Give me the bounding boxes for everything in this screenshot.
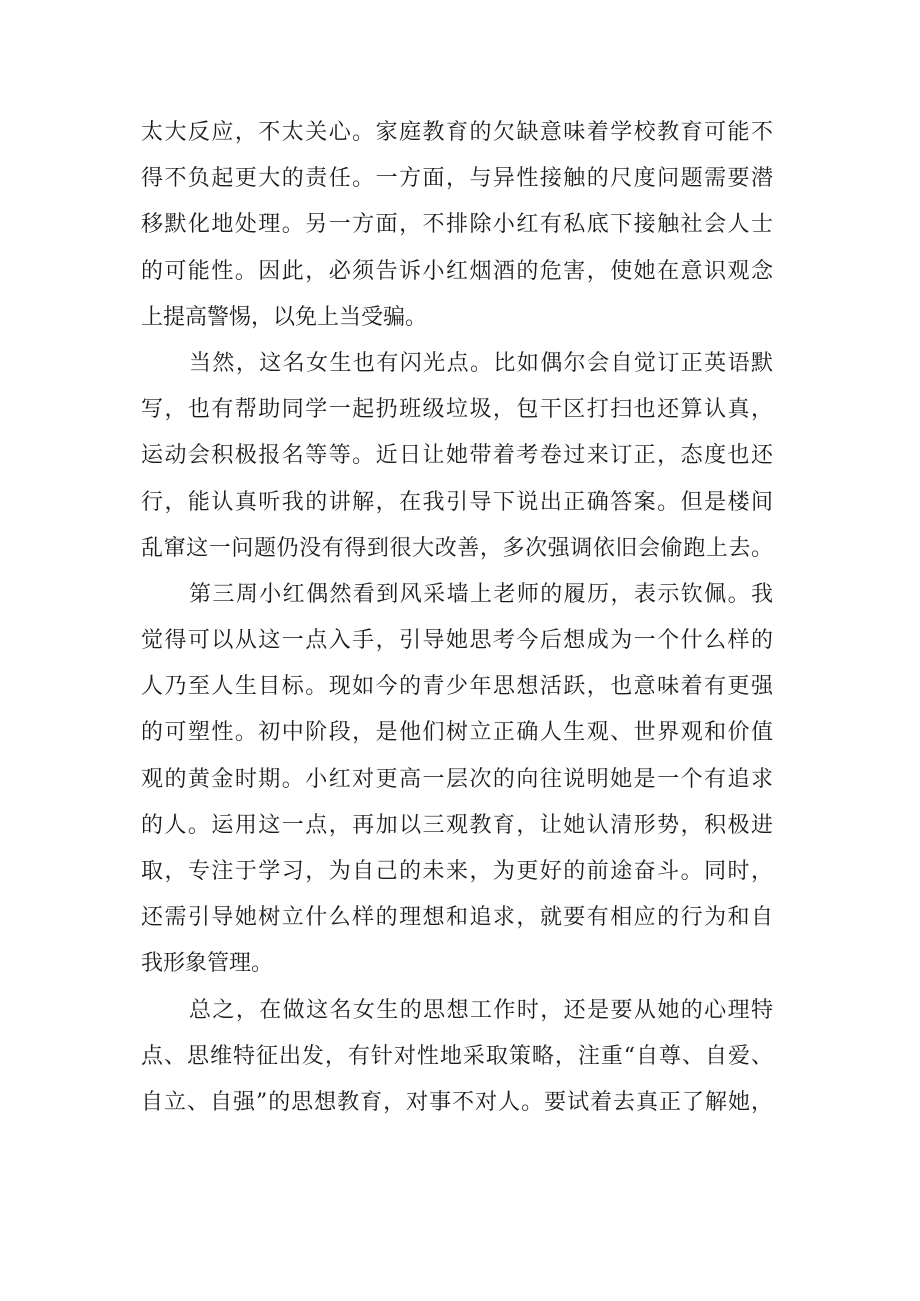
text-line: 的人。运用这一点，再加以三观教育，让她认清形势，积极进 [141, 812, 773, 838]
text-line-indented: 当然，这名女生也有闪光点。比如偶尔会自觉订正英语默 [189, 350, 773, 376]
text-line: 写，也有帮助同学一起扔班级垃圾，包干区打扫也还算认真， [141, 397, 773, 423]
text-line: 移默化地处理。另一方面，不排除小红有私底下接触社会人士 [141, 212, 773, 238]
text-line: 人乃至人生目标。现如今的青少年思想活跃，也意味着有更强 [141, 674, 773, 700]
text-line: 上提高警惕，以免上当受骗。 [141, 304, 428, 330]
text-line: 得不负起更大的责任。一方面，与异性接触的尺度问题需要潜 [141, 166, 773, 192]
text-line: 还需引导她树立什么样的理想和追求，就要有相应的行为和自 [141, 905, 773, 931]
text-line: 取，专注于学习，为自己的未来，为更好的前途奋斗。同时， [141, 859, 773, 884]
text-line: 乱窜这一问题仍没有得到很大改善，多次强调依旧会偷跑上去。 [141, 535, 773, 561]
text-line: 自立、自强”的思想教育，对事不对人。要试着去真正了解她， [141, 1089, 773, 1115]
text-line: 我形象管理。 [141, 951, 274, 977]
text-line: 点、思维特征出发，有针对性地采取策略，注重“自尊、自爱、 [141, 1043, 773, 1069]
text-line-indented: 总之，在做这名女生的思想工作时，还是要从她的心理特 [189, 997, 773, 1023]
text-line: 行，能认真听我的讲解，在我引导下说出正确答案。但是楼间 [141, 489, 773, 515]
text-line: 运动会积极报名等等。近日让她带着考卷过来订正，态度也还 [141, 443, 773, 469]
document-body [141, 110, 773, 1126]
text-line: 觉得可以从这一点入手，引导她思考今后想成为一个什么样的 [141, 628, 773, 654]
text-line: 太大反应，不太关心。家庭教育的欠缺意味着学校教育可能不 [141, 120, 773, 145]
text-line: 的可能性。因此，必须告诉小红烟酒的危害，使她在意识观念 [141, 258, 773, 284]
text-line: 观的黄金时期。小红对更高一层次的向往说明她是一个有追求 [141, 766, 773, 792]
text-line: 的可塑性。初中阶段，是他们树立正确人生观、世界观和价值 [141, 720, 773, 746]
text-line-indented: 第三周小红偶然看到风采墙上老师的履历，表示钦佩。我 [189, 581, 773, 607]
